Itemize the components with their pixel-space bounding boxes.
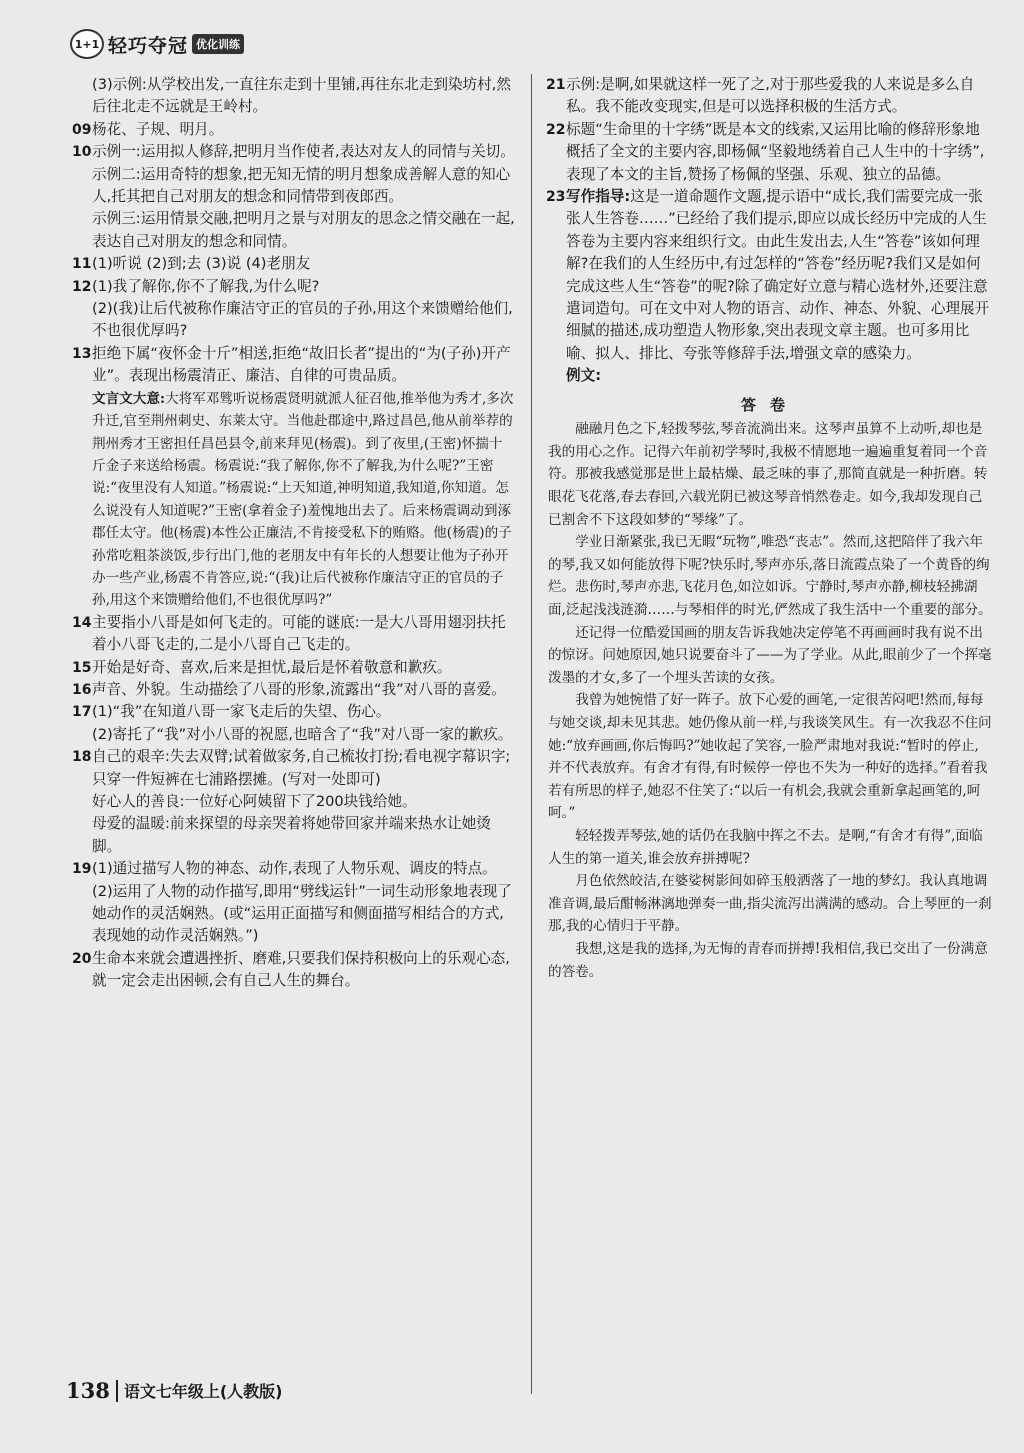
question-number: 11: [72, 256, 92, 273]
column-divider: [531, 74, 532, 1394]
answer-9: 09 杨花、子规、明月。: [74, 119, 516, 141]
footer-separator: [116, 1380, 118, 1402]
answer-8-3: (3)示例:从学校出发,一直往东走到十里铺,再往东北走到染坊村,然后往北走不远就是王岭村。: [92, 76, 511, 116]
example-essay: [548, 394, 992, 983]
question-number: 22: [546, 121, 566, 138]
writing-guide-label: 写作指导:: [566, 188, 631, 206]
page-footer: [66, 1378, 282, 1403]
question-number: 10: [72, 144, 92, 161]
book-subject: 语文七年级上(人教版): [123, 1382, 283, 1401]
question-number: 12: [72, 278, 92, 295]
answer-17: 17 (1)“我”在知道八哥一家飞走后的失望、伤心。 (2)寄托了“我”对小八哥的祝愿,也暗含了“我”对八哥一家的歉疚。: [72, 703, 513, 743]
question-number: 13: [72, 345, 92, 362]
classical-translation: 文言文大意:大将军邓骘听说杨震贤明就派人征召他,推举他为秀才,多次升迁,官至荆州刺史、东莱太守。当他赴郡途中,路过昌邑,他从前举荐的荆州秀才王密担任昌邑县令,前来拜见(杨震)。到了夜里,(王密)怀揣十斤金子来送给杨震。杨震说:“我了解你,你不了解我,为什么呢?”王密说:“夜里没有人知道。”杨震说:“上天知道,神明知道,我知道,你知道。怎么说没有人知道呢?”王密(拿着金子)羞愧地出去了。后来杨震调动到涿郡任太守。他(杨震)本性公正廉洁,不肯接受私下的贿赂。他(杨震)的子孙常吃粗茶淡饭,步行出门,他的老朋友中有年长的人想要让他为子孙开办一些产业,杨震不肯答应,说:“(我)让后代被称作廉洁守正的官员的子孙,用这个来馈赠给他们,不也很优厚吗?”: [92, 390, 514, 609]
question-number: 09: [72, 121, 92, 138]
answer-21: 21 示例:是啊,如果就这样一死了之,对于那些爱我的人来说是多么自私。我不能改变现实,但是可以选择积极的生活方式。: [546, 76, 975, 116]
answer-16: 16 声音、外貌。生动描绘了八哥的形象,流露出“我”对八哥的喜爱。: [74, 679, 516, 701]
answer-19: 19 (1)通过描写人物的神态、动作,表现了人物乐观、调皮的特点。 (2)运用了人物的动作描写,即用“劈线运针”一词生动形象地表现了她动作的灵活娴熟。(或“运用正面描写和侧面描写相结合的方式,表现她的动作灵活娴熟。”): [72, 860, 512, 945]
essay-paragraph: 轻轻拨弄琴弦,她的话仍在我脑中挥之不去。是啊,“有舍才有得”,面临人生的第一道关,谁会放弃拼搏呢?: [548, 827, 983, 867]
example-label: 例文:: [566, 367, 602, 385]
logo-title: 轻巧夺冠: [108, 34, 189, 57]
essay-paragraph: 我曾为她惋惜了好一阵子。放下心爱的画笔,一定很苦闷吧!然而,每每与她交谈,却未见其悲。她仍像从前一样,与我谈笑风生。有一次我忍不住问她:“放弃画画,你后悔吗?”她收起了笑容,一脸严肃地对我说:“暂时的停止,并不代表放弃。有舍才有得,有时候停一停也不失为一种好的选择。”看着我若有所思的样子,她忍不住笑了:“以后一有机会,我就会重新拿起画笔的,呵呵。”: [548, 692, 992, 822]
publisher-logo: [70, 30, 244, 58]
answer-23: 23 写作指导:这是一道命题作文题,提示语中“成长,我们需要完成一张张人生答卷……”已经给了我们提示,即应以成长经历中完成的人生答卷为主要内容来组织行文。由此生发出去,人生“答卷”该如何理解?在我们的人生经历中,有过怎样的“答卷”经历呢?我们又是如何完成这些人生“答卷”的呢?除了确定好立意与精心选材外,还要注意遣词造句。可在文中对人物的语言、动作、神态、外貌、心理展开细腻的描述,成功塑造人物形象,突出表现文章主题。也可多用比喻、拟人、排比、夸张等修辞手法,增强文章的感染力。 例文:: [548, 186, 992, 388]
answer-18: 18 自己的艰辛:失去双臂;试着做家务,自己梳妆打扮;看电视字幕识字;只穿一件短裤在七浦路摆摊。(写对一处即可) 好心人的善良:一位好心阿姨留下了200块钱给她。 母爱的温暖:前来探望的母亲哭着将她带回家并端来热水让她烫脚。: [72, 748, 511, 855]
answer-10: 10 示例一:运用拟人修辞,把明月当作使者,表达对友人的同情与关切。 示例二:运用奇特的想象,把无知无情的明月想象成善解人意的知心人,托其把自己对朋友的想念和同情带到夜郎西。 示例三:运用情景交融,把明月之景与对朋友的思念之情交融在一起,表达自己对朋友的想念和同情。: [72, 143, 515, 250]
right-column: [548, 74, 992, 983]
question-number: 19: [72, 861, 92, 878]
essay-paragraph: 还记得一位酷爱国画的朋友告诉我她决定停笔不再画画时我有说不出的惊讶。问她原因,她只说要奋斗了——为了学业。从此,眼前少了一个挥毫泼墨的才女,多了一个埋头苦读的女孩。: [548, 624, 992, 686]
answer-15: 15 开始是好奇、喜欢,后来是担忧,最后是怀着敬意和歉疚。: [74, 657, 516, 679]
answer-11: 11 (1)听说 (2)到;去 (3)说 (4)老朋友: [74, 253, 516, 275]
question-number: 18: [72, 749, 92, 766]
essay-paragraph: 融融月色之下,轻拨琴弦,琴音流淌出来。这琴声虽算不上动听,却也是我的用心之作。记得六年前初学琴时,我极不情愿地一遍遍重复着同一个音符。那被我感觉那是世上最枯燥、最乏味的事了,那简直就是一种折磨。转眼花飞花落,春去春回,六载光阴已被这琴音悄然卷走。如今,我却发现自己已割舍不下这段如梦的“琴缘”了。: [548, 421, 988, 528]
answer-22: 22 标题“生命里的十字绣”既是本文的线索,又运用比喻的修辞形象地概括了全文的主要内容,即杨佩“坚毅地绣着自己人生中的十字绣”,表现了本文的主旨,赞扬了杨佩的坚强、乐观、独立的品德。: [546, 120, 985, 183]
translation-label: 文言文大意:: [92, 390, 165, 407]
essay-paragraph: 我想,这是我的选择,为无悔的青春而拼搏!我相信,我已交出了一份满意的答卷。: [548, 940, 988, 980]
answer-13: 13 拒绝下属“夜怀金十斤”相送,拒绝“故旧长者”提出的“为(子孙)开产业”。表现出杨震清正、廉洁、自律的可贵品质。 文言文大意:大将军邓骘听说杨震贤明就派人征召他,推举他为秀才,多次升迁,官至荆州刺史、东莱太守。当他赴郡途中,路过昌邑,他从前举荐的荆州秀才王密担任昌邑县令,前来拜见(杨震)。到了夜里,(王密)怀揣十斤金子来送给杨震。杨震说:“我了解你,你不了解我,为什么呢?”王密说:“夜里没有人知道。”杨震说:“上天知道,神明知道,我知道,你知道。怎么说没有人知道呢?”王密(拿着金子)羞愧地出去了。后来杨震调动到涿郡任太守。他(杨震)本性公正廉洁,不肯接受私下的贿赂。他(杨震)的子孙常吃粗茶淡饭,步行出门,他的老朋友中有年长的人想要让他为子孙开办一些产业,杨震不肯答应,说:“(我)让后代被称作廉洁守正的官员的子孙,用这个来馈赠给他们,不也很优厚吗?”: [74, 343, 516, 612]
answer-12: 12 (1)我了解你,你不了解我,为什么呢? (2)(我)让后代被称作廉洁守正的官员的子孙,用这个来馈赠给他们,不也很优厚吗?: [72, 277, 513, 340]
answer-20: 20 生命本来就会遭遇挫折、磨难,只要我们保持积极向上的乐观心态,就一定会走出困顿,会有自己人生的舞台。: [72, 949, 510, 990]
essay-paragraph: 学业日渐紧张,我已无暇“玩物”,唯恐“丧志”。然而,这把陪伴了我六年的琴,我又如何能放得下呢?快乐时,琴声亦乐,落日流霞点染了一个黄昏的绚烂。悲伤时,琴声亦悲,飞花月色,如泣如诉。宁静时,琴声亦静,柳枝轻拂湖面,泛起浅浅涟漪……与琴相伴的时光,俨然成了我生活中一个重要的部分。: [548, 534, 992, 619]
question-number: 17: [72, 704, 92, 721]
left-column: [74, 74, 516, 993]
logo-badge: 1+1: [70, 29, 104, 59]
question-number: 21: [546, 77, 566, 93]
question-number: 15: [72, 659, 92, 676]
page-number: 138: [66, 1378, 110, 1403]
question-number: 23: [546, 189, 566, 206]
essay-title: 答卷: [740, 395, 799, 414]
logo-subtitle: 优化训练: [192, 34, 244, 54]
question-number: 20: [72, 950, 92, 967]
question-number: 16: [72, 681, 92, 698]
essay-paragraph: 月色依然皎洁,在婆娑树影间如碎玉般洒落了一地的梦幻。我认真地调准音调,最后酣畅淋漓地弹奏一曲,指尖流泻出满满的感动。合上琴匣的一刹那,我的心情归于平静。: [548, 873, 992, 935]
answer-14: 14 主要指小八哥是如何飞走的。可能的谜底:一是大八哥用翅羽扶托着小八哥飞走的,二是小八哥自己飞走的。: [72, 613, 506, 654]
question-number: 14: [72, 614, 92, 631]
